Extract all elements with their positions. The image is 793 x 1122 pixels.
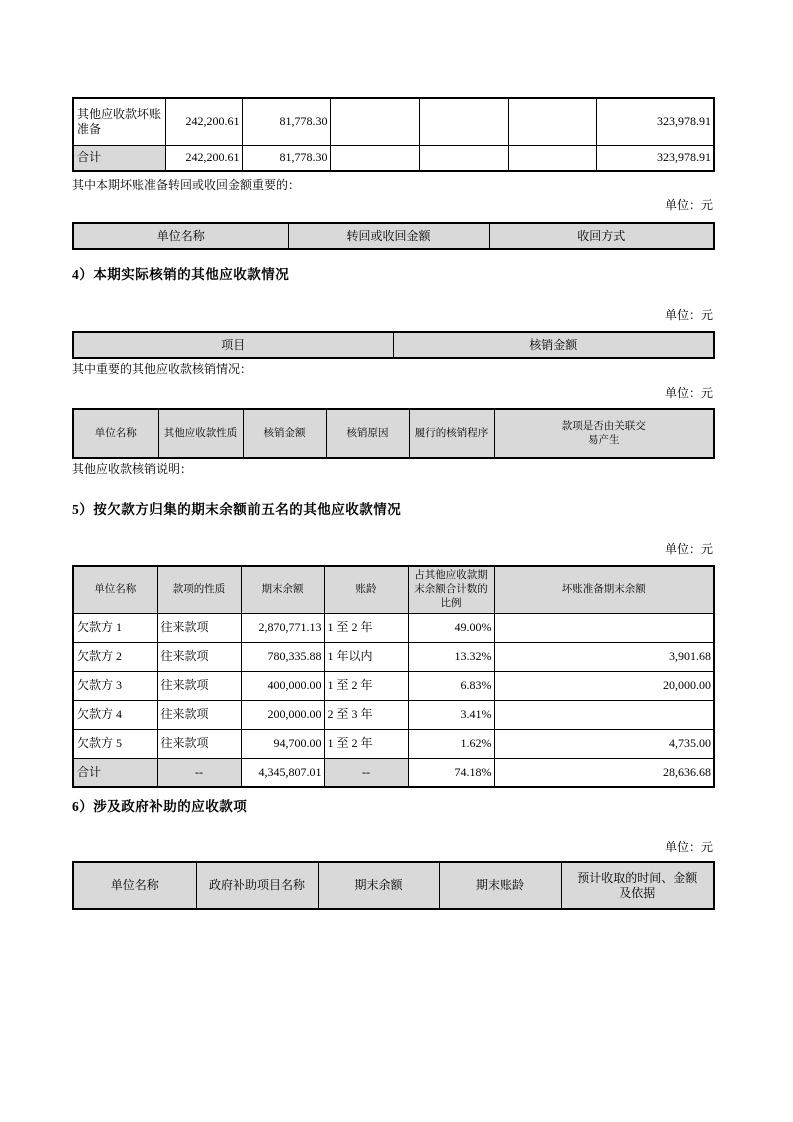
debtor-aging: 1 至 2 年 — [324, 613, 408, 642]
table-row-total — [73, 758, 714, 787]
debtor-balance: 400,000.00 — [241, 671, 324, 700]
provision-cell: 81,778.30 — [242, 98, 330, 145]
total-aging: -- — [324, 758, 408, 787]
writeoff-detail-table — [72, 408, 715, 459]
section-heading-5: 5）按欠款方归集的期末余额前五名的其他应收款情况 — [72, 502, 402, 517]
column-header: 期末账龄 — [439, 862, 561, 909]
column-header: 其他应收款性质 — [158, 409, 243, 458]
debtor-aging: 1 年以内 — [324, 642, 408, 671]
table-row — [73, 642, 714, 671]
unit-label: 单位：元 — [664, 840, 713, 854]
debtor-name: 欠款方 3 — [73, 671, 157, 700]
subsidy-table — [72, 861, 715, 910]
debtor-balance: 94,700.00 — [241, 729, 324, 758]
debtor-name: 欠款方 1 — [73, 613, 157, 642]
provision-cell: 242,200.61 — [165, 145, 242, 171]
total-balance: 4,345,807.01 — [241, 758, 324, 787]
debtor-ratio: 3.41% — [408, 700, 494, 729]
debtor-provision: 4,735.00 — [494, 729, 714, 758]
debtor-ratio: 49.00% — [408, 613, 494, 642]
top5-table — [72, 565, 715, 788]
table-row — [73, 729, 714, 758]
column-header: 期末余额 — [318, 862, 439, 909]
section-heading-6: 6）涉及政府补助的应收款项 — [72, 799, 248, 814]
debtor-provision: 20,000.00 — [494, 671, 714, 700]
provision-cell — [330, 145, 419, 171]
table-header-row — [73, 409, 714, 458]
column-header: 履行的核销程序 — [409, 409, 494, 458]
debtor-ratio: 13.32% — [408, 642, 494, 671]
table-header-row — [73, 566, 714, 613]
debtor-ratio: 6.83% — [408, 671, 494, 700]
column-header: 核销原因 — [326, 409, 409, 458]
provision-table-wrapper — [72, 97, 713, 172]
writeoff-table-wrapper — [72, 331, 713, 359]
provision-total-label: 合计 — [73, 145, 165, 171]
provision-cell: 242,200.61 — [165, 98, 242, 145]
section-heading-4: 4）本期实际核销的其他应收款情况 — [72, 267, 290, 282]
provision-cell — [419, 98, 508, 145]
unit-label: 单位：元 — [664, 198, 713, 212]
debtor-provision — [494, 613, 714, 642]
column-header: 占其他应收款期末余额合计数的比例 — [408, 566, 494, 613]
provision-cell — [508, 98, 596, 145]
debtor-balance: 780,335.88 — [241, 642, 324, 671]
provision-cell: 323,978.91 — [596, 98, 714, 145]
recovery-note: 其中本期坏账准备转回或收回金额重要的： — [72, 178, 301, 192]
writeoff-desc: 其他应收款核销说明： — [72, 462, 193, 476]
column-header: 期末余额 — [241, 566, 324, 613]
table-header-row — [73, 862, 714, 909]
total-label: 合计 — [73, 758, 157, 787]
subsidy-table-wrapper — [72, 861, 713, 910]
table-row — [73, 671, 714, 700]
provision-cell — [330, 98, 419, 145]
debtor-nature: 往来款项 — [157, 729, 241, 758]
debtor-balance: 2,870,771.13 — [241, 613, 324, 642]
provision-row-label: 其他应收款坏账准备 — [73, 98, 165, 145]
column-header: 款项是否由关联交易产生 — [494, 409, 714, 458]
debtor-name: 欠款方 2 — [73, 642, 157, 671]
provision-cell: 323,978.91 — [596, 145, 714, 171]
debtor-nature: 往来款项 — [157, 642, 241, 671]
column-header: 预计收取的时间、金额及依据 — [561, 862, 714, 909]
column-header: 转回或收回金额 — [288, 223, 489, 249]
debtor-name: 欠款方 5 — [73, 729, 157, 758]
total-provision: 28,636.68 — [494, 758, 714, 787]
recovery-table — [72, 222, 715, 250]
column-header: 单位名称 — [73, 862, 196, 909]
column-header: 单位名称 — [73, 566, 157, 613]
recovery-table-wrapper — [72, 222, 713, 250]
column-header: 账龄 — [324, 566, 408, 613]
table-header-row — [73, 332, 714, 358]
debtor-nature: 往来款项 — [157, 671, 241, 700]
debtor-provision: 3,901.68 — [494, 642, 714, 671]
total-nature: -- — [157, 758, 241, 787]
debtor-aging: 2 至 3 年 — [324, 700, 408, 729]
provision-cell — [508, 145, 596, 171]
writeoff-detail-table-wrapper — [72, 408, 713, 459]
table-row-total — [73, 145, 714, 171]
table-header-row — [73, 223, 714, 249]
debtor-balance: 200,000.00 — [241, 700, 324, 729]
total-ratio: 74.18% — [408, 758, 494, 787]
debtor-provision — [494, 700, 714, 729]
unit-label: 单位：元 — [664, 308, 713, 322]
debtor-aging: 1 至 2 年 — [324, 729, 408, 758]
provision-cell — [419, 145, 508, 171]
writeoff-table — [72, 331, 715, 359]
table-row — [73, 700, 714, 729]
important-writeoff-note: 其中重要的其他应收款核销情况： — [72, 362, 253, 376]
debtor-name: 欠款方 4 — [73, 700, 157, 729]
column-header: 核销金额 — [393, 332, 714, 358]
provision-cell: 81,778.30 — [242, 145, 330, 171]
column-header: 单位名称 — [73, 223, 288, 249]
column-header: 核销金额 — [243, 409, 326, 458]
debtor-aging: 1 至 2 年 — [324, 671, 408, 700]
column-header: 坏账准备期末余额 — [494, 566, 714, 613]
column-header: 款项的性质 — [157, 566, 241, 613]
column-header: 单位名称 — [73, 409, 158, 458]
unit-label: 单位：元 — [664, 386, 713, 400]
table-row — [73, 98, 714, 145]
top5-table-wrapper — [72, 565, 713, 788]
table-row — [73, 613, 714, 642]
provision-table — [72, 97, 715, 172]
column-header: 收回方式 — [489, 223, 714, 249]
column-header: 政府补助项目名称 — [196, 862, 318, 909]
debtor-nature: 往来款项 — [157, 613, 241, 642]
unit-label: 单位：元 — [664, 542, 713, 556]
debtor-nature: 往来款项 — [157, 700, 241, 729]
column-header: 项目 — [73, 332, 393, 358]
debtor-ratio: 1.62% — [408, 729, 494, 758]
